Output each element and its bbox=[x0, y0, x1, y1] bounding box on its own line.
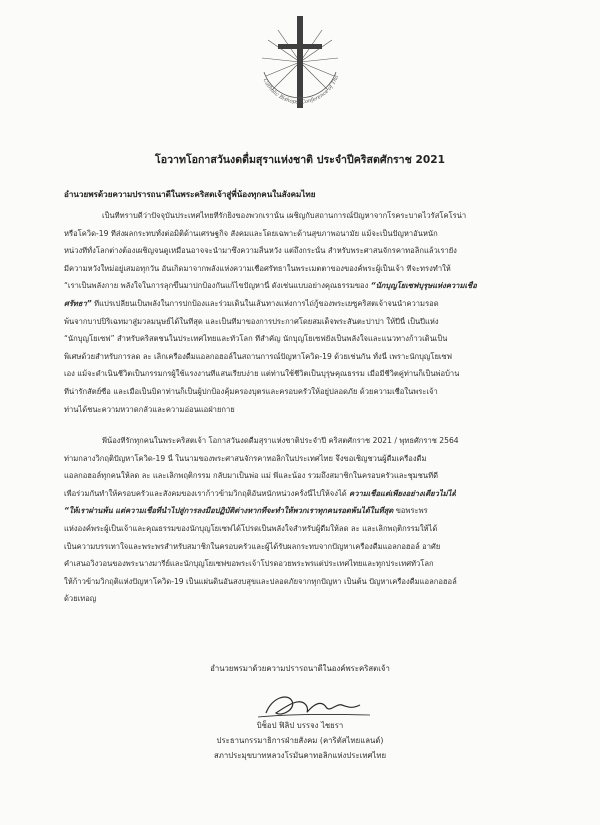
paragraph1-text: ที่น่ารักสัตย์ซื่อ และเมื่อเป็นบิดาท่านก็เป็นผู้ปกป้องคุ้มครองบุตรและครอบครัวให้อยู่ปลอดภัย ด้วยความเชื่อในพระเจ้า bbox=[64, 387, 438, 396]
paragraph2-line bbox=[64, 577, 457, 587]
paragraph2-text: แอลกอฮอล์ทุกคนให้ลด ละ และเลิกพฤติกรรม กลับมาเป็นพ่อ แม่ พี่และน้อง รวมถึงสมาชิกในครอบครัวและชุมชนที่ดี bbox=[64, 471, 439, 481]
signatory-organization: สภาประมุขบาทหลวงโรมันคาทอลิกแห่งประเทศไทย bbox=[213, 751, 387, 760]
paragraph1-text: หน่วงที่ทั้งโลกต่างต้องเผชิญจนดูเหมือนอาจจะนำมาซึ่งความสิ้นหวัง แต่ถึงกระนั้น สำหรับพระศาสนจักรคาทอลิกแล้วเรายัง bbox=[64, 246, 457, 256]
paragraph1-text: เอง แม้จะดำเนินชีวิตเป็นกรรมกรผู้ใช้แรงงานที่แสนเรียบง่าย แต่ท่านใช้ชีวิตเป็นบุรุษคุณธรรม เมื่อมีชีวิตคู่ท่านก็เป็นพ่อบ้าน bbox=[64, 369, 460, 379]
paragraph2-line bbox=[64, 454, 426, 464]
paragraph1-line bbox=[64, 317, 439, 327]
signatory-role: ประธานกรรมาธิการฝ่ายสังคม (คาริตัสไทยแลนด์) bbox=[216, 736, 384, 745]
paragraph1-text: ที่แปรเปลี่ยนเป็นพลังในการปกป้องและร่วมเดินในเส้นทางแห่งการไถ่กู้ของพระเยซูคริสตเจ้าจนนำความรอด bbox=[91, 299, 439, 308]
paragraph1-text: ท่านได้ชนะความหวาดกลัวและความอ่อนแอฝ่ายกาย bbox=[64, 404, 235, 414]
paragraph2-line bbox=[64, 506, 428, 516]
paragraph1-emphasis: ศรัทธา” bbox=[64, 299, 92, 308]
paragraph1-line bbox=[64, 334, 447, 344]
paragraph2-emphasis: “ให้เราผ่านพ้น แต่ความเชื่อที่นำไปสู่การลงมือปฏิบัติต่างหากที่จะทำให้พวกเราทุกคนรอดพ้นได้ในที่สุด bbox=[64, 506, 394, 516]
signatory-name: บิช็อป ฟิลิป บรรจง ไชยรา bbox=[256, 721, 344, 730]
paragraph2-emphasis: ความเชื่อแต่เพียงอย่างเดียวไม่ได้ bbox=[349, 488, 457, 498]
paragraph1-line bbox=[64, 246, 457, 256]
cbct-logo bbox=[248, 10, 352, 114]
paragraph1-emphasis: “นักบุญโยเซฟบุรุษแห่งความเชื่อ bbox=[370, 281, 477, 291]
paragraph1-text: หรือโควิด-19 ที่ส่งผลกระทบทั้งต่อมิติด้านเศรษฐกิจ สังคมและโดยเฉพาะด้านสุขภาพอนามัย แม้จะเป็นปัญหาอันหนัก bbox=[64, 228, 438, 238]
paragraph2-text: เป็นความบรรเทาใจและพระพรสำหรับสมาชิกในครอบครัวและผู้ได้รับผลกระทบจากปัญหาเครื่องดื่มแอลกอฮอล์ อาศัย bbox=[64, 541, 441, 551]
paragraph2-text: ให้ก้าวข้ามวิกฤติแห่งปัญหาโควิด-19 เป็นแผ่นดินอันสงบสุขและปลอดภัยจากทุกปัญหา เป็นต้น ปัญหาเครื่องดื่มแอลกอฮอล์ bbox=[64, 576, 457, 586]
paragraph1-text: พิเศษด้วยสำหรับการลด ละ เลิกเครื่องดื่มแอลกอฮอล์ในสถานการณ์ปัญหาโควิด-19 ด้วยเช่นกัน ทั้งนี้ เพราะนักบุญโยเซฟ bbox=[64, 351, 453, 361]
paragraph2-line bbox=[64, 489, 456, 499]
paragraph1-line bbox=[64, 369, 459, 379]
paragraph1-line bbox=[64, 299, 439, 309]
paragraph2-line bbox=[64, 559, 434, 569]
paragraph2-text: คำเสนอวิงวอนของพระนางมารีย์และนักบุญโยเซฟขอพระเจ้าโปรดอวยพระพรแต่ประเทศไทยและทุกประเทศทั่วโลก bbox=[64, 559, 434, 569]
paragraph1-line bbox=[102, 211, 466, 221]
paragraph2-line bbox=[64, 542, 440, 552]
paragraph2-text: ขอพระพร bbox=[393, 506, 428, 516]
paragraph2-line bbox=[64, 524, 437, 534]
paragraph1-line bbox=[64, 229, 438, 239]
paragraph1-text: เป็นที่ทราบดีว่าปัจจุบันประเทศไทยที่รักยิ่งของพวกเรานั้น เผชิญกับสถานการณ์ปัญหาจากโรคระบาดไวรัสโคโรน่า bbox=[102, 211, 467, 220]
paragraph1-text: “นักบุญโยเซฟ” สำหรับคริสตชนในประเทศไทยและทั่วโลก ที่สำคัญ นักบุญโยเซฟยังเป็นพลังใจและแนวทางก้าวเดินเป็น bbox=[64, 334, 448, 344]
paragraph2-text: ด้วยเทอญ bbox=[64, 594, 97, 604]
paragraph1-line bbox=[64, 281, 477, 291]
paragraph2-text: พี่น้องที่รักทุกคนในพระคริสตเจ้า โอกาสวันงดดื่มสุราแห่งชาติประจำปี คริสตศักราช 2021 / พุทธศักราช 2564 bbox=[102, 436, 459, 445]
greeting-line: อำนวยพรด้วยความปรารถนาดีในพระคริสตเจ้าสู่พี่น้องทุกคนในสังคมไทย bbox=[64, 189, 316, 199]
paragraph2-text: ท่ามกลางวิกฤติปัญหาโควิด-19 นี้ ในนามของพระศาสนจักรคาทอลิกในประเทศไทย จึงขอเชิญชวนผู้ดื่มเครื่องดื่ม bbox=[64, 453, 427, 463]
paragraph1-line bbox=[64, 387, 438, 397]
paragraph2-line bbox=[64, 594, 96, 604]
paragraph2-line bbox=[102, 436, 459, 446]
paragraph1-line bbox=[64, 352, 452, 362]
paragraph2-text: แห่งองค์พระผู้เป็นเจ้าและคุณธรรมของนักบุญโยเซฟได้โปรดเป็นพลังใจสำหรับผู้ดื่มให้ลด ละ และเลิกพฤติกรรมให้ได้ bbox=[64, 524, 438, 533]
paragraph1-text: “เราเป็นพลังกาย พลังใจในการลุกขึ้นมาปกป้องกันแก้ไขปัญหานี้ ดังเช่นแบบอย่างคุณธรรมของ bbox=[64, 281, 371, 291]
paragraph2-text: เพื่อร่วมกันทำให้ครอบครัวและสังคมของเราก้าวข้ามวิกฤติอันหนักหน่วงครั้งนี้ไปให้จงได้ bbox=[64, 488, 350, 498]
closing-line: อำนวยพรมาด้วยความปรารถนาดีในองค์พระคริสตเจ้า bbox=[210, 664, 390, 673]
paragraph1-line bbox=[64, 264, 451, 274]
page-title: โอวาทโอกาสวันงดดื่มสุราแห่งชาติ ประจำปีคริสตศักราช 2021 bbox=[155, 154, 445, 166]
paragraph2-line bbox=[64, 471, 438, 481]
cross-logo-icon bbox=[248, 10, 352, 114]
paragraph1-text: มีความหวังใหม่อยู่เสมอทุกวัน อันเกิดมาจากพลังแห่งความเชื่อศรัทธาในพระเมตตาของของค์พระผู้เป็นเจ้า ที่จะทรงทำให้ bbox=[64, 263, 451, 273]
svg-text:Catholic Bishops' Conference o: Catholic Bishops' Conference of Tha bbox=[261, 74, 340, 106]
paragraph1-line bbox=[64, 405, 235, 415]
paragraph1-text: พ้นจากบาปปิริเฉทมาสู่มวลมนุษย์ได้ในที่สุด และเป็นที่มาของการประกาศโดยสมเด็จพระสันตะปาปา ให้ปีนี้ เป็นปีแห่ง bbox=[64, 316, 439, 326]
